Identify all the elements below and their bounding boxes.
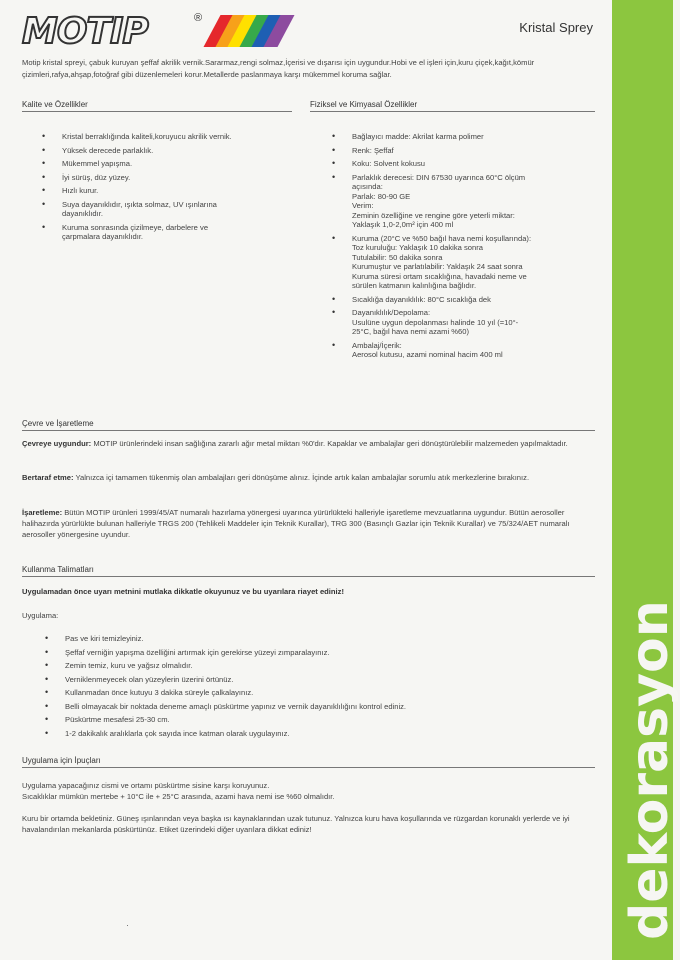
physical-item <box>332 159 602 169</box>
physical-item-line: sürülen katmanın kalınlığına bağlıdır. <box>352 281 477 290</box>
logo-wordmark: MOTIP <box>22 11 148 52</box>
physical-item-line: • Sıcaklığa dayanıklılık: 80°C sıcaklığa dek <box>352 294 491 304</box>
physical-list <box>332 132 602 364</box>
tips-paragraph-2: Kuru bir ortamda bekletiniz. Güneş ışınlarından veya başka ısı kaynaklarından uzak tutunuz. Yalnızca kuru hava koşullarında ve rüzgardan korunaklı yerlerde ve iyi havalandırılan mekanlarda püskürtünüz. Etiket üzerindeki diğer uyarılara dikkat ediniz! <box>22 814 570 834</box>
side-brand-area <box>612 590 680 950</box>
usage-item-line: • Verniklenmeyecek olan yüzeylerin üzerini örtünüz. <box>65 674 234 684</box>
motip-logo <box>22 13 274 51</box>
physical-item-line: Toz kuruluğu: Yaklaşık 10 dakika sonra <box>352 243 483 252</box>
physical-item <box>332 295 602 305</box>
physical-item-line: Parlak: 80-90 GE <box>352 191 411 201</box>
usage-heading: Kullanma Talimatları <box>22 565 595 577</box>
physical-item-line: Kuruma süresi ortam sıcaklığına, havadaki neme ve <box>352 271 527 281</box>
usage-item <box>45 648 590 658</box>
quality-item <box>42 146 292 156</box>
physical-item-line: • Kuruma (20°C ve %50 bağıl hava nemi koşullarında): <box>352 233 532 243</box>
quality-item <box>42 186 292 196</box>
physical-item-line: • Parlaklık derecesi: DIN 67530 uyarınca 60°C ölçüm <box>352 172 526 182</box>
quality-item <box>42 200 292 219</box>
physical-item <box>332 308 602 337</box>
quality-item-line: dayanıklıdır. <box>62 209 103 218</box>
tips-heading: Uygulama için İpuçları <box>22 756 595 768</box>
usage-subheading: Uygulama: <box>22 611 59 620</box>
product-title: Kristal Sprey <box>519 20 593 35</box>
physical-item <box>332 234 602 291</box>
usage-warning: Uygulamadan önce uyarı metnini mutlaka dikkatle okuyunuz ve bu uyarılara riayet ediniz! <box>22 587 344 596</box>
environment-paragraph-1 <box>22 438 597 449</box>
quality-item <box>42 173 292 183</box>
usage-item-line: • Zemin temiz, kuru ve yağsız olmalıdır. <box>65 661 193 670</box>
quality-item-line: çarpmalara dayanıklıdır. <box>62 232 144 241</box>
physical-item-line: 25°C, bağıl hava nemi azami %60) <box>352 327 470 336</box>
quality-item <box>42 223 292 242</box>
quality-heading: Kalite ve Özellikler <box>22 100 292 112</box>
environment-text-3: Bütün MOTIP ürünleri 1999/45/AT numaralı hazırlama yönergesi uyarınca yürürlükteki halleriyle işaretleme mevzuatlarına uygundur. Bütün aerosoller halihazırda yürürlükte bulunan halleriyle TRGS 200 (Tehlikeli Maddeler için Teknik Kurallar), TRG 300 (Basınçlı Gazlar için Teknik Kurallar) ve 75/324/AET numaralı aerosoller yönergesine uyundur. <box>22 508 570 539</box>
quality-item-line: • Hızlı kurur. <box>62 186 99 195</box>
physical-item-line: • Renk: Şeffaf <box>352 145 394 155</box>
usage-item <box>45 661 590 671</box>
usage-item-line: • Püskürtme mesafesi 25-30 cm. <box>65 715 170 724</box>
physical-item-line: Usulüne uygun depolanması halinde 10 yıl (=10°- <box>352 317 519 327</box>
physical-item-line: Zeminin özelliğine ve rengine göre yeterli miktar: <box>352 210 515 220</box>
quality-item <box>42 159 292 169</box>
usage-item-line: • Belli olmayacak bir noktada deneme amaçlı püskürtme yapınız ve vernik dayanıklılığını kontrol ediniz. <box>65 701 407 711</box>
physical-item-line: • Dayanıklılık/Depolama: <box>352 308 431 317</box>
stray-mark: · <box>126 920 129 930</box>
usage-item <box>45 715 590 725</box>
usage-item-line: • Pas ve kiri temizleyiniz. <box>65 634 144 643</box>
quality-item-line: • Suya dayanıklıdır, ışıkta solmaz, UV ışınlarına <box>62 199 217 209</box>
usage-item <box>45 675 590 685</box>
usage-item <box>45 729 590 739</box>
physical-item-line: açısında: <box>352 182 383 191</box>
physical-item-line: Yaklaşık 1,0-2,0m² için 400 ml <box>352 220 454 229</box>
physical-heading: Fiziksel ve Kimyasal Özellikler <box>310 100 595 112</box>
physical-item-line: Aerosol kutusu, azami nominal hacim 400 ml <box>352 350 503 359</box>
quality-item-line: • İyi sürüş, düz yüzey. <box>62 172 131 182</box>
environment-text-2: Yalnızca içi tamamen tükenmiş olan ambalajları geri dönüşüme alınız. İçinde artık kalan ambalajlar sorumlu atık merkezlerine bırakınız. <box>73 473 530 482</box>
intro-paragraph: Motip kristal spreyi, çabuk kuruyan şeffaf akrilik vernik.Sararmaz,rengi solmaz,İçerisi ve dışarısı için uygundur.Hobi ve el işleri için,kuru çiçek,kağıt,kömür çizimleri,rafya,ahşap,fotoğraf gibi düzenlemeleri korur.Metallerde paslanmaya karşı mükemmel koruma sağlar. <box>22 58 535 79</box>
usage-item <box>45 702 590 712</box>
tips-line-1: Uygulama yapacağınız cismi ve ortamı püskürtme sisine karşı koruyunuz. <box>22 781 270 790</box>
environment-heading: Çevre ve İşaretleme <box>22 419 595 431</box>
physical-item-line: • Ambalaj/İçerik: <box>352 340 402 350</box>
physical-item-line: Kurumuştur ve parlatılabilir: Yaklaşık 24 saat sonra <box>352 262 523 271</box>
environment-paragraph-3 <box>22 507 597 540</box>
environment-label-2: Bertaraf etme: <box>22 473 74 482</box>
physical-item-line: • Koku: Solvent kokusu <box>352 159 426 168</box>
environment-text-1: MOTIP ürünlerindeki insan sağlığına zararlı ağır metal miktarı %0'dır. Kapaklar ve ambalajlar geri dönüştürülebilir malzemeden yapılmaktadır. <box>91 439 568 448</box>
quality-item-line: • Kuruma sonrasında çizilmeye, darbelere ve <box>62 222 209 232</box>
physical-item <box>332 132 602 142</box>
usage-list <box>45 634 590 742</box>
environment-paragraph-2 <box>22 472 597 483</box>
physical-item-line: • Bağlayıcı madde: Akrilat karma polimer <box>352 132 484 141</box>
environment-label-1: Çevreye uygundur: <box>22 439 92 448</box>
environment-label-3: İşaretleme: <box>22 508 63 517</box>
usage-item-line: • Kullanmadan önce kutuyu 3 dakika süreyle çalkalayınız. <box>65 688 254 697</box>
physical-item <box>332 173 602 230</box>
quality-item-line: • Kristal berraklığında kaliteli,koruyucu akrilik vernik. <box>62 132 232 141</box>
usage-item <box>45 688 590 698</box>
physical-item-line: Tutulabilir: 50 dakika sonra <box>352 252 443 262</box>
usage-item <box>45 634 590 644</box>
usage-item-line: • Şeffaf verniğin yapışma özelliğini artırmak için gerekirse yüzeyi zımparalayınız. <box>65 647 330 657</box>
side-brand-text: dekorasyon <box>620 600 680 940</box>
quality-item-line: • Yüksek derecede parlaklık. <box>62 145 154 155</box>
physical-item <box>332 146 602 156</box>
physical-item-line: Verim: <box>352 201 374 210</box>
quality-item-line: • Mükemmel yapışma. <box>62 159 133 168</box>
quality-item <box>42 132 292 142</box>
quality-list <box>42 132 292 246</box>
registered-mark: ® <box>194 12 203 24</box>
usage-item-line: • 1-2 dakikalık aralıklarla çok sayıda ince katman olarak uygulayınız. <box>65 728 290 738</box>
physical-item <box>332 341 602 360</box>
logo-color-stripes <box>204 15 276 47</box>
tips-line-2: Sıcaklıklar mümkün mertebe + 10°C ile + 25°C arasında, azami hava nemi ise %60 olmalıdır. <box>22 792 335 801</box>
